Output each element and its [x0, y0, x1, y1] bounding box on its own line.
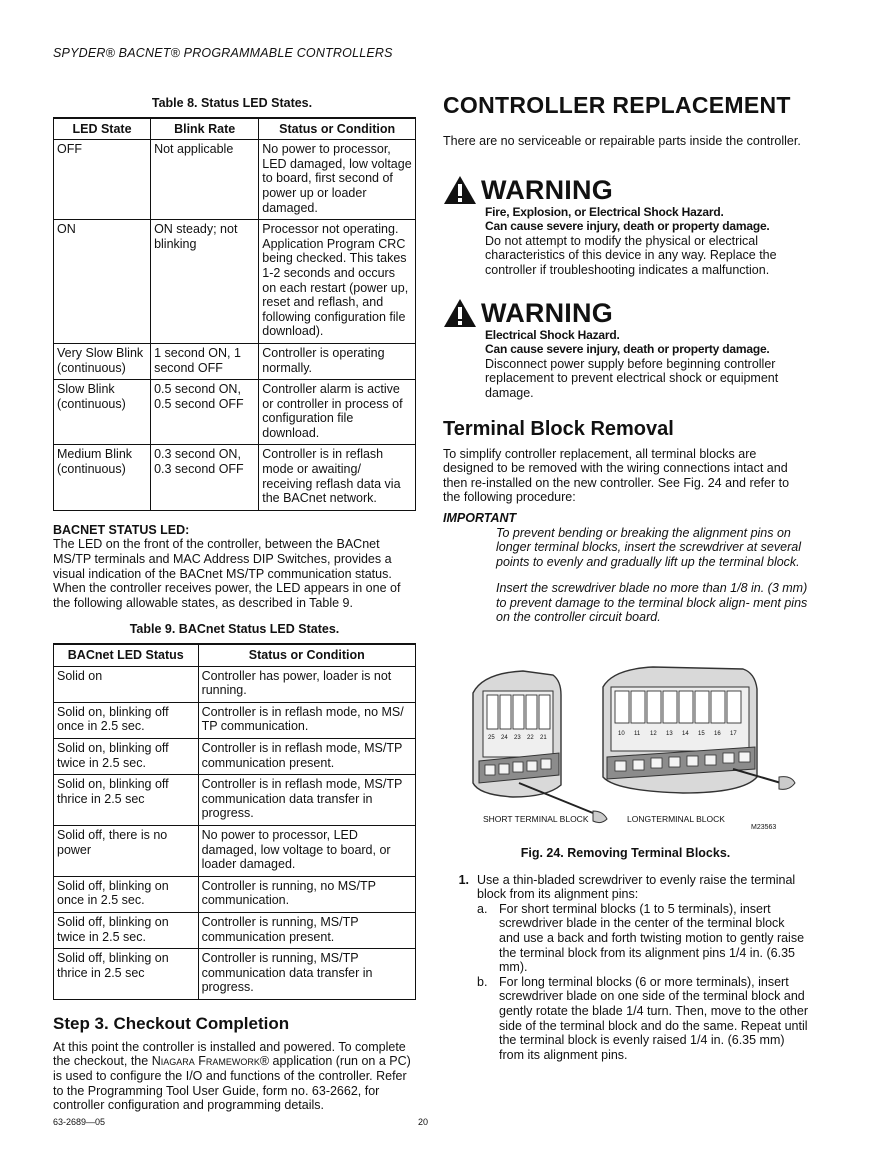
- table-cell: Controller is in reflash mode, no MS/ TP communication.: [198, 702, 415, 738]
- table9-caption: Table 9. BACnet Status LED States.: [129, 622, 340, 637]
- long-terminal-number: 13: [666, 731, 673, 738]
- table-row: [54, 876, 416, 912]
- short-terminal-block-drawing: [473, 671, 607, 823]
- table-row: [54, 380, 416, 445]
- short-terminal-number: 24: [501, 735, 508, 742]
- step3-text-a: At this point the controller is installed and powered. To complete the checkout, the: [53, 1039, 406, 1069]
- long-block-label: LONGTERMINAL BLOCK: [627, 814, 725, 825]
- table-row: [54, 445, 416, 510]
- warning-block: [443, 298, 808, 401]
- bacnet-led-label: BACNET STATUS LED:: [53, 522, 190, 537]
- table-cell: Solid off, blinking on once in 2.5 sec.: [54, 876, 199, 912]
- short-block-label: SHORT TERMINAL BLOCK: [483, 814, 589, 825]
- warning-hazard: Electrical Shock Hazard.: [485, 327, 620, 342]
- warning-consequence: Can cause severe injury, death or property damage.: [485, 342, 770, 357]
- warning-triangle-icon: [443, 175, 477, 205]
- table-row: [54, 825, 416, 876]
- sub-step-letter: b.: [477, 974, 488, 989]
- figure-caption: Fig. 24. Removing Terminal Blocks.: [520, 846, 731, 861]
- sub-step-letter: a.: [477, 901, 488, 916]
- warning-body: [443, 328, 808, 401]
- footer-form-number: 63-2689—05: [53, 1117, 106, 1127]
- table-cell: Controller is running, MS/TP communication present.: [198, 912, 415, 948]
- table9-header-row: [54, 644, 416, 666]
- table-row: [54, 702, 416, 738]
- short-terminal-number: 25: [488, 735, 495, 742]
- terminal-removal-heading: Terminal Block Removal: [443, 417, 674, 440]
- short-terminal-number: 23: [514, 735, 521, 742]
- warning-hazard: Fire, Explosion, or Electrical Shock Hazard.: [485, 204, 724, 219]
- table-row: [54, 343, 416, 379]
- warning-instruction: Disconnect power supply before beginning controller replacement to prevent electrical shock or equipment damage.: [485, 356, 779, 400]
- table-cell: 0.5 second ON, 0.5 second OFF: [151, 380, 259, 445]
- table-row: [54, 775, 416, 826]
- step-number: 1.: [458, 872, 469, 887]
- warning-title: WARNING: [481, 297, 613, 328]
- table-cell: Solid on, blinking off twice in 2.5 sec.: [54, 738, 199, 774]
- terminal-removal-intro: To simplify controller replacement, all terminal blocks are designed to be removed with the wiring connections intact and then re-installed on the new controller. See Fig. 24 and refer to the following procedure:: [443, 446, 790, 505]
- table-row: [54, 666, 416, 702]
- table-cell: Solid off, blinking on twice in 2.5 sec.: [54, 912, 199, 948]
- terminal-block-illustration: [443, 665, 808, 830]
- left-column: [53, 96, 416, 1113]
- list-item: [477, 902, 808, 975]
- important-label: IMPORTANT: [443, 510, 517, 525]
- table-cell: Controller is operating normally.: [259, 343, 416, 379]
- sub-step-text: For short terminal blocks (1 to 5 terminals), insert screwdriver blade in the center of the terminal block and use a back and forth twisting motion to gently raise the terminal block from its alignment pins 1/4 in. (6.35 mm).: [499, 901, 805, 975]
- replacement-heading: CONTROLLER REPLACEMENT: [443, 92, 791, 118]
- table-cell: Controller is in reflash mode, MS/TP communication present.: [198, 738, 415, 774]
- warning-header: [443, 298, 808, 328]
- long-terminal-number: 12: [650, 731, 657, 738]
- table-cell: Not applicable: [151, 140, 259, 220]
- warning-triangle-icon: [443, 298, 477, 328]
- table-cell: 1 second ON, 1 second OFF: [151, 343, 259, 379]
- table-cell: Controller is running, MS/TP communication data transfer in progress.: [198, 949, 415, 1000]
- step-text: Use a thin-bladed screwdriver to evenly raise the terminal block from its alignment pins:: [477, 872, 796, 902]
- warning-title: WARNING: [481, 174, 613, 205]
- replacement-intro: There are no serviceable or repairable parts inside the controller.: [443, 134, 801, 148]
- long-terminal-block-drawing: [603, 667, 795, 793]
- warning-consequence: Can cause severe injury, death or property damage.: [485, 219, 770, 234]
- important-note: Insert the screwdriver blade no more than 1/8 in. (3 mm) to prevent damage to the terminal block align- ment pins on the controller circuit board.: [496, 581, 808, 625]
- table-row: [54, 140, 416, 220]
- short-terminal-number: 21: [540, 735, 547, 742]
- table-row: [54, 738, 416, 774]
- table8-col-header: LED State: [54, 118, 151, 140]
- warning-body: [443, 205, 808, 278]
- sub-step-text: For long terminal blocks (6 or more terminals), insert screwdriver blade on one side of the terminal block and gently rotate the blade 1/4 turn. Then, move to the other side of the terminal block and do the same. Repeat until the terminal block is evenly raised 1/4 in. (6.35 mm) from its alignment pins.: [499, 974, 808, 1062]
- table-cell: 0.3 second ON, 0.3 second OFF: [151, 445, 259, 510]
- terminal-block-figure: [443, 665, 808, 830]
- table-row: [54, 912, 416, 948]
- table-cell: OFF: [54, 140, 151, 220]
- long-terminal-number: 16: [714, 731, 721, 738]
- table-cell: Solid off, blinking on thrice in 2.5 sec: [54, 949, 199, 1000]
- long-terminal-number: 17: [730, 731, 737, 738]
- table-cell: Solid on, blinking off once in 2.5 sec.: [54, 702, 199, 738]
- table-cell: Controller has power, loader is not running.: [198, 666, 415, 702]
- figure-code: M23563: [751, 824, 777, 831]
- table-cell: ON: [54, 220, 151, 344]
- step3-heading: Step 3. Checkout Completion: [53, 1013, 290, 1033]
- warning-header: [443, 175, 808, 205]
- warning-block: [443, 175, 808, 278]
- long-terminal-number: 10: [618, 731, 625, 738]
- table-row: [54, 949, 416, 1000]
- procedure-steps: [443, 873, 808, 1063]
- table-cell: Very Slow Blink (continuous): [54, 343, 151, 379]
- long-terminal-number: 11: [634, 731, 641, 738]
- table-cell: Controller is in reflash mode, MS/TP communication data transfer in progress.: [198, 775, 415, 826]
- warning-instruction: Do not attempt to modify the physical or electrical characteristics of this device in any way. Replace the controller if troubleshooting indicates a malfunction.: [485, 233, 777, 277]
- right-column: [443, 90, 808, 1062]
- short-terminal-number: 22: [527, 735, 534, 742]
- table-cell: Solid on, blinking off thrice in 2.5 sec: [54, 775, 199, 826]
- bacnet-led-text: The LED on the front of the controller, between the BACnet MS/TP terminals and MAC Address DIP Switches, provides a visual indication of the BACnet MS/TP communication status. When the controller receives power, the LED appears in one of the following allowable states, as described in Table 9.: [53, 537, 401, 610]
- table-cell: Slow Blink (continuous): [54, 380, 151, 445]
- footer-page-number: 20: [418, 1117, 429, 1127]
- important-note: To prevent bending or breaking the alignment pins on longer terminal blocks, insert the screwdriver at several points to evenly and gradually lift up the terminal block.: [496, 525, 801, 569]
- table8-col-header: Status or Condition: [259, 118, 416, 140]
- table-cell: Solid off, there is no power: [54, 825, 199, 876]
- table8: [53, 117, 416, 511]
- table-cell: Medium Blink (continuous): [54, 445, 151, 510]
- step3-text-smallcaps: Niagara Framework: [151, 1054, 260, 1069]
- step3-text-b: ® application (run on a PC) is used to configure the I/O and functions of the controller. Refer to the Programming Tool User Guide, form no. 63-2662, for controller configuration and programming details.: [53, 1054, 411, 1113]
- table8-header-row: [54, 118, 416, 140]
- list-item: [477, 975, 808, 1063]
- table8-caption: Table 8. Status LED States.: [151, 96, 313, 110]
- table8-col-header: Blink Rate: [151, 118, 259, 140]
- list-item: [443, 873, 808, 902]
- long-terminal-number: 15: [698, 731, 705, 738]
- table9-col-header: Status or Condition: [198, 644, 415, 666]
- table-row: [54, 220, 416, 344]
- table9: [53, 643, 416, 1000]
- table-cell: ON steady; not blinking: [151, 220, 259, 344]
- table-cell: Controller alarm is active or controller in process of configuration file download.: [259, 380, 416, 445]
- table-cell: Processor not operating. Application Program CRC being checked. This takes 1-2 seconds and occurs on each restart (power up, reset and reflash, and following configuration file download).: [259, 220, 416, 344]
- table-cell: No power to processor, LED damaged, low voltage to board, first second of power up or loader damaged.: [259, 140, 416, 220]
- table-cell: Controller is in reflash mode or awaiting/ receiving reflash data via the BACnet network.: [259, 445, 416, 510]
- table-cell: Solid on: [54, 666, 199, 702]
- step3-text: [53, 1040, 416, 1113]
- table9-col-header: BACnet LED Status: [54, 644, 199, 666]
- table-cell: Controller is running, no MS/TP communication.: [198, 876, 415, 912]
- table-cell: No power to processor, LED damaged, low voltage to board, or loader damaged.: [198, 825, 415, 876]
- long-terminal-number: 14: [682, 731, 689, 738]
- running-header: SPYDER® BACNET® PROGRAMMABLE CONTROLLERS: [53, 46, 393, 60]
